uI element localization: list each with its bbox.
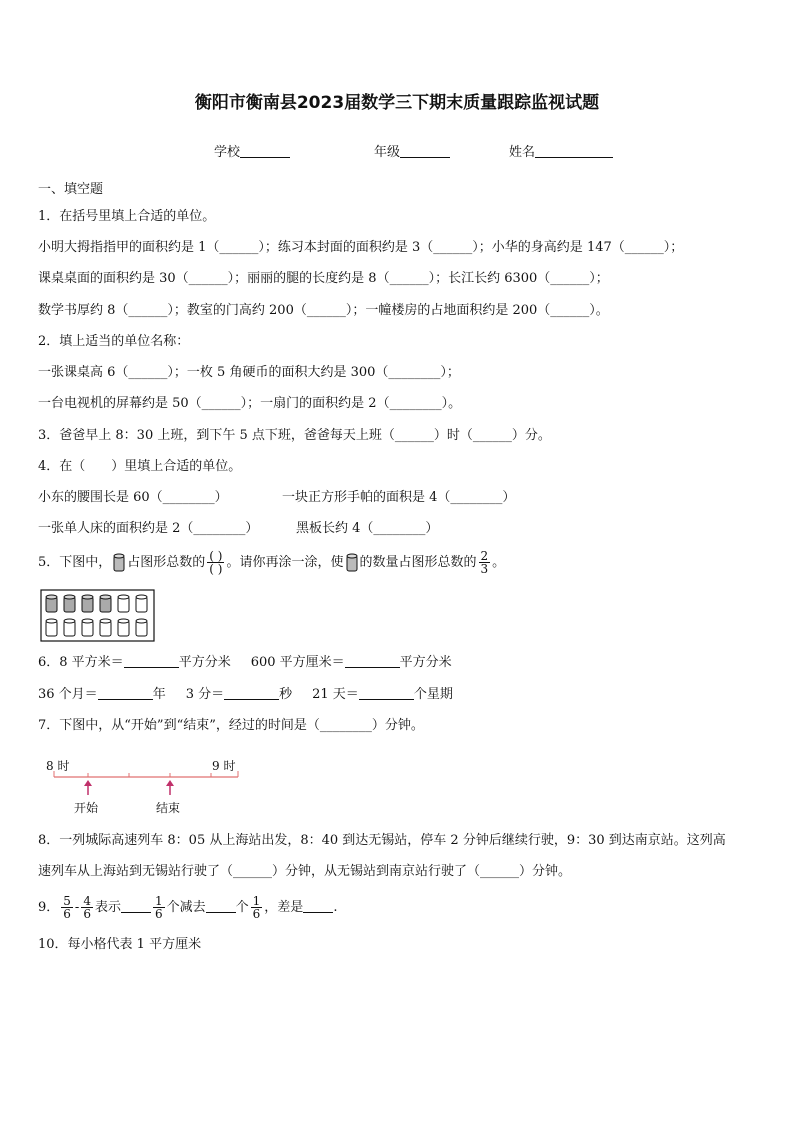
- blank-cylinder[interactable]: [118, 595, 129, 612]
- question-1-line-3: 数学书厚约 8（______）；教室的门高约 200（______）；一幢楼房的占地面积约是 200（______）。: [38, 303, 609, 318]
- school-field: 学校: [214, 141, 290, 160]
- shaded-cylinder[interactable]: [64, 595, 75, 612]
- section-heading: 一、填空题: [38, 182, 104, 197]
- school-blank[interactable]: [240, 144, 290, 158]
- answer-blank[interactable]: [303, 900, 333, 913]
- timeline-left-label: 8 时: [46, 759, 70, 773]
- blank-cylinder[interactable]: [82, 619, 93, 636]
- question-4-item-b: 一块正方形手帕的面积是 4（________）: [282, 490, 516, 505]
- question-4-stem: 4．在（ ）里填上合适的单位。: [38, 459, 242, 474]
- question-1-line-1: 小明大拇指指甲的面积约是 1（______）；练习本封面的面积约是 3（______）；小华的身高约是 147（______）；: [38, 240, 684, 255]
- timeline-end-label: 结束: [156, 801, 181, 815]
- shaded-cylinder[interactable]: [82, 595, 93, 612]
- question-8-line-2: 速列车从上海站到无锡站行驶了（______）分钟，从无锡站到南京站行驶了（______）分钟。: [38, 864, 572, 879]
- page-title: 衡阳市衡南县2023届数学三下期末质量跟踪监视试题: [194, 93, 600, 113]
- shaded-cylinder[interactable]: [100, 595, 111, 612]
- cylinder-icon: [346, 553, 358, 573]
- cylinder-grid-figure: [40, 589, 156, 643]
- answer-blank[interactable]: [345, 655, 400, 668]
- question-6-line-1: 6．8 平方米＝ 平方分米 600 平方厘米＝ 平方分米: [38, 655, 452, 670]
- blank-cylinder[interactable]: [136, 595, 147, 612]
- blank-cylinder[interactable]: [118, 619, 129, 636]
- question-2-line-1: 一张课桌高 6（______）；一枚 5 角硬币的面积大约是 300（________）；: [38, 365, 460, 380]
- blank-cylinder[interactable]: [100, 619, 111, 636]
- question-3: 3．爸爸早上 8：30 上班，到下午 5 点下班，爸爸每天上班（______）时（______）分。: [38, 428, 551, 443]
- name-field: 姓名: [509, 141, 613, 160]
- question-2-line-2: 一台电视机的屏幕约是 50（______）；一扇门的面积约是 2（________）。: [38, 396, 462, 411]
- cylinder-icon: [113, 553, 125, 573]
- name-blank[interactable]: [535, 144, 613, 158]
- question-1-stem: 1．在括号里填上合适的单位。: [38, 209, 216, 224]
- question-4-item-a: 小东的腰围长是 60（________）: [38, 490, 228, 505]
- timeline-figure: [46, 757, 246, 819]
- answer-blank[interactable]: [224, 687, 279, 700]
- question-8-line-1: 8．一列城际高速列车 8：05 从上海站出发，8：40 到达无锡站，停车 2 分钟后继续行驶，9：30 到达南京站。这列高: [38, 833, 726, 848]
- answer-blank[interactable]: [359, 687, 414, 700]
- question-4-item-c: 一张单人床的面积约是 2（________）: [38, 521, 259, 536]
- shaded-cylinder[interactable]: [46, 595, 57, 612]
- question-9: 9． $\frac{5}{6}$ - $\frac{4}{6}$ 表示 $\frac{1}{6}$ 个减去 个 $\frac{1}{6}$ ，差是 .: [38, 894, 338, 921]
- grade-field: 年级: [374, 141, 450, 160]
- timeline-start-label: 开始: [74, 801, 99, 815]
- answer-blank[interactable]: [206, 900, 236, 913]
- target-fraction: $\frac{2}{3}$: [480, 549, 489, 576]
- timeline-right-label: 9 时: [212, 759, 236, 773]
- question-10: 10．每小格代表 1 平方厘米: [38, 937, 202, 952]
- blank-cylinder[interactable]: [136, 619, 147, 636]
- answer-blank[interactable]: [98, 687, 153, 700]
- question-4-item-d: 黑板长约 4（________）: [296, 521, 439, 536]
- blank-cylinder[interactable]: [46, 619, 57, 636]
- answer-fraction[interactable]: $\frac{( )}{( )}$: [209, 549, 223, 576]
- grade-blank[interactable]: [400, 144, 450, 158]
- question-7-stem: 7．下图中，从“开始”到“结束”，经过的时间是（________）分钟。: [38, 718, 424, 733]
- question-5: 5．下图中， 占图形总数的 $\frac{( )}{( )}$ 。请你再涂一涂，使 的数量占图形总数的 $\frac{2}{3}$ 。: [38, 549, 506, 576]
- question-6-line-2: 36 个月＝ 年 3 分＝ 秒 21 天＝ 个星期: [38, 687, 453, 702]
- blank-cylinder[interactable]: [64, 619, 75, 636]
- answer-blank[interactable]: [124, 655, 179, 668]
- question-2-stem: 2．填上适当的单位名称：: [38, 334, 190, 349]
- answer-blank[interactable]: [121, 900, 151, 913]
- question-1-line-2: 课桌桌面的面积约是 30（______）；丽丽的腿的长度约是 8（______）；长江长约 6300（______）；: [38, 271, 609, 286]
